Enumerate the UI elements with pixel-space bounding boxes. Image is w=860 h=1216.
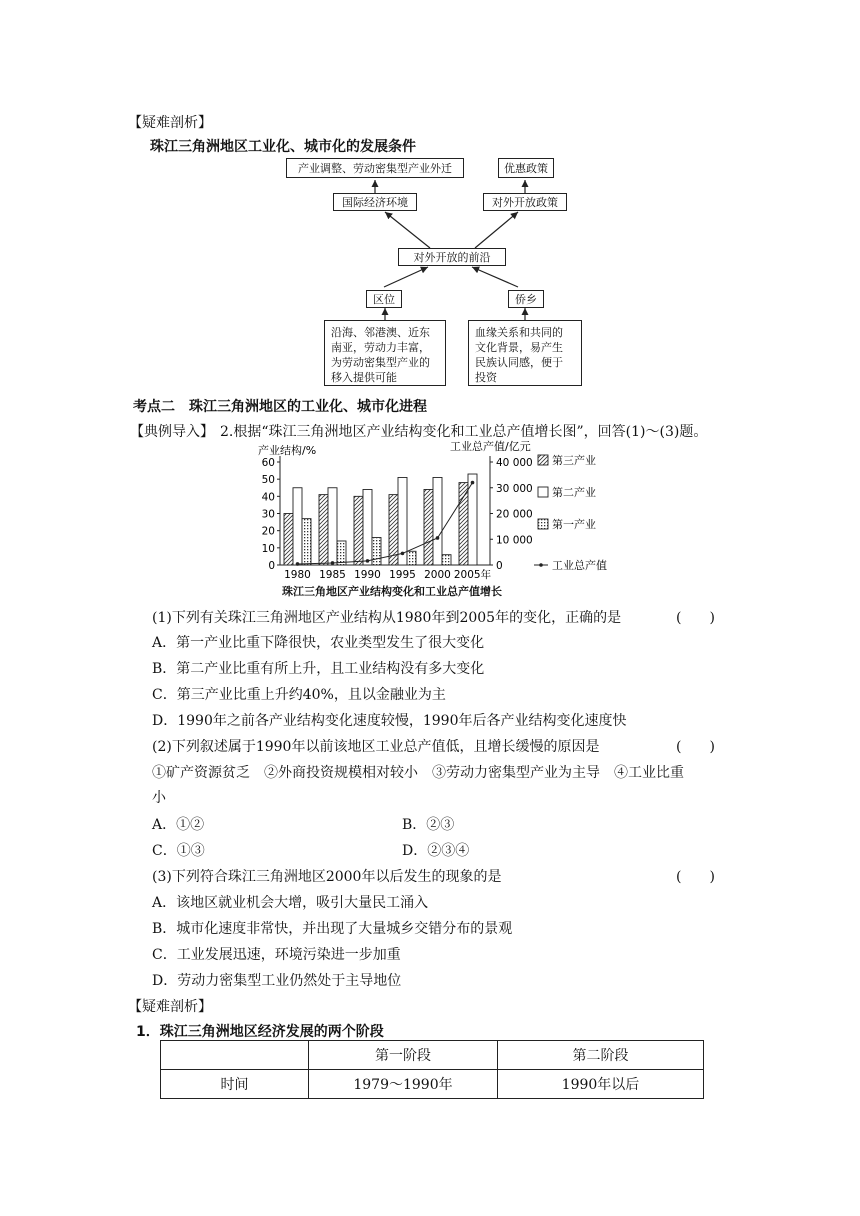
q3-bracket: ( ) bbox=[676, 869, 715, 885]
y-tick-label-right: 30 000 bbox=[496, 482, 533, 495]
section-heading: 【疑难剖析】 bbox=[128, 115, 212, 131]
bar-第一产业 bbox=[407, 551, 416, 565]
bar-第二产业 bbox=[293, 488, 302, 565]
box-industry-transfer: 产业调整、劳动密集型产业外迁 bbox=[286, 158, 464, 178]
bar-第三产业 bbox=[459, 483, 468, 565]
table-cell: 第二阶段 bbox=[498, 1041, 704, 1070]
box-hometown-desc: 血缘关系和共同的 文化背景，易产生 民族认同感，便于 投资 bbox=[468, 320, 582, 386]
chart-title: 珠江三角地区产业结构变化和工业总产值增长 bbox=[282, 585, 502, 598]
y-tick-label-left: 60 bbox=[261, 457, 275, 469]
bar-第二产业 bbox=[363, 489, 372, 565]
bar-第一产业 bbox=[442, 555, 451, 565]
y-tick-label-left: 0 bbox=[268, 560, 275, 572]
x-tick-label: 1985 bbox=[319, 569, 346, 581]
y-tick-label-left: 50 bbox=[261, 474, 275, 487]
intro-label: 【典例导入】 bbox=[130, 424, 214, 440]
bar-第一产业 bbox=[302, 519, 311, 565]
line-point bbox=[331, 561, 335, 565]
table-cell: 1979～1990年 bbox=[309, 1070, 498, 1099]
chart-ylabel-right: 工业总产值/亿元 bbox=[450, 440, 531, 453]
table-row bbox=[161, 1070, 704, 1099]
line-point bbox=[401, 552, 405, 556]
q2-option-a: A．①② bbox=[152, 817, 205, 833]
x-tick-label: 1995 bbox=[389, 569, 416, 581]
intro-text: 2.根据“珠江三角洲地区产业结构变化和工业总产值增长图”，回答(1)～(3)题。 bbox=[220, 424, 708, 440]
q3-option-d: D．劳动力密集型工业仍然处于主导地位 bbox=[152, 973, 402, 989]
bar-第二产业 bbox=[433, 477, 442, 565]
table-header-row bbox=[161, 1041, 704, 1070]
legend-label: 第二产业 bbox=[552, 486, 596, 499]
box-hometown: 侨乡 bbox=[508, 290, 544, 308]
q1-option-a: A．第一产业比重下降很快，农业类型发生了很大变化 bbox=[152, 635, 485, 651]
q1-option-b: B．第二产业比重有所上升，且工业结构没有多大变化 bbox=[152, 661, 485, 677]
x-tick-label: 1980 bbox=[284, 569, 311, 581]
line-point bbox=[471, 481, 475, 485]
y-tick-label-right: 40 000 bbox=[496, 457, 533, 469]
q2-items-line2: 小 bbox=[152, 790, 166, 806]
q1-bracket: ( ) bbox=[676, 610, 715, 626]
table-cell: 第一阶段 bbox=[309, 1041, 498, 1070]
box-opening-policy: 对外开放政策 bbox=[483, 193, 567, 211]
bar-第一产业 bbox=[372, 538, 381, 565]
box-preferential-policy: 优惠政策 bbox=[498, 158, 554, 178]
y-tick-label-left: 30 bbox=[261, 508, 275, 521]
q3-option-b: B．城市化速度非常快，并出现了大量城乡交错分布的景观 bbox=[152, 921, 513, 937]
x-tick-label: 1990 bbox=[354, 569, 381, 581]
line-point bbox=[436, 536, 440, 540]
y-tick-label-left: 10 bbox=[261, 542, 275, 555]
box-frontier: 对外开放的前沿 bbox=[398, 248, 506, 266]
q2-option-d: D．②③④ bbox=[402, 843, 470, 859]
x-tick-label: 2000 bbox=[424, 569, 451, 581]
bar-第三产业 bbox=[284, 514, 293, 566]
table-cell: 时间 bbox=[161, 1070, 309, 1099]
box-location: 区位 bbox=[366, 290, 402, 308]
bar-第三产业 bbox=[354, 496, 363, 565]
q1-option-d: D．1990年之前各产业结构变化速度较慢，1990年后各产业结构变化速度快 bbox=[152, 713, 627, 729]
line-point bbox=[296, 562, 300, 566]
q3-stem: (3)下列符合珠江三角洲地区2000年以后发生的现象的是 bbox=[152, 869, 502, 885]
y-tick-label-left: 20 bbox=[261, 525, 275, 538]
box-location-desc: 沿海、邻港澳、近东 南亚，劳动力丰富， 为劳动密集型产业的 移入提供可能 bbox=[324, 320, 446, 386]
section2-heading: 考点二 珠江三角洲地区的工业化、城市化进程 bbox=[133, 399, 427, 415]
bar-第一产业 bbox=[337, 541, 346, 565]
q2-items-line1: ①矿产资源贫乏 ②外商投资规模相对较小 ③劳动力密集型产业为主导 ④工业比重 bbox=[152, 765, 684, 781]
x-tick-label: 2005年 bbox=[453, 569, 492, 581]
q3-option-c: C．工业发展迅速，环境污染进一步加重 bbox=[152, 947, 401, 963]
stages-table bbox=[160, 1040, 704, 1099]
section3-heading: 【疑难剖析】 bbox=[128, 999, 212, 1015]
q3-option-a: A．该地区就业机会大增，吸引大量民工涌入 bbox=[152, 895, 429, 911]
bar-第三产业 bbox=[424, 489, 433, 565]
industry-chart bbox=[250, 438, 610, 598]
legend-line-dot bbox=[539, 563, 543, 567]
table-cell: 1990年以后 bbox=[498, 1070, 704, 1099]
legend-swatch bbox=[538, 487, 548, 497]
q1-option-c: C．第三产业比重上升约40%，且以金融业为主 bbox=[152, 687, 446, 703]
y-tick-label-left: 40 bbox=[261, 491, 275, 504]
q1-stem: (1)下列有关珠江三角洲地区产业结构从1980年到2005年的变化，正确的是 bbox=[152, 610, 622, 626]
table-cell bbox=[161, 1041, 309, 1070]
legend-swatch bbox=[538, 455, 548, 465]
section3-subheading: 1．珠江三角洲地区经济发展的两个阶段 bbox=[136, 1024, 384, 1040]
bar-第三产业 bbox=[319, 495, 328, 565]
q2-option-c: C．①③ bbox=[152, 843, 205, 859]
y-tick-label-right: 10 000 bbox=[496, 534, 533, 547]
y-tick-label-right: 20 000 bbox=[496, 508, 533, 521]
legend-label: 第一产业 bbox=[552, 518, 596, 531]
q2-option-b: B．②③ bbox=[402, 817, 455, 833]
legend-label: 第三产业 bbox=[552, 454, 596, 467]
line-point bbox=[366, 559, 370, 563]
y-tick-label-right: 0 bbox=[496, 560, 503, 572]
bar-第二产业 bbox=[328, 488, 337, 565]
q2-bracket: ( ) bbox=[676, 739, 715, 755]
legend-swatch bbox=[538, 519, 548, 529]
legend-label: 工业总产值 bbox=[552, 559, 607, 572]
diagram-title: 珠江三角洲地区工业化、城市化的发展条件 bbox=[150, 139, 416, 155]
q2-stem: (2)下列叙述属于1990年以前该地区工业总产值低，且增长缓慢的原因是 bbox=[152, 739, 600, 755]
chart-ylabel-left: 产业结构/% bbox=[258, 444, 317, 457]
box-intl-economy: 国际经济环境 bbox=[333, 193, 417, 211]
